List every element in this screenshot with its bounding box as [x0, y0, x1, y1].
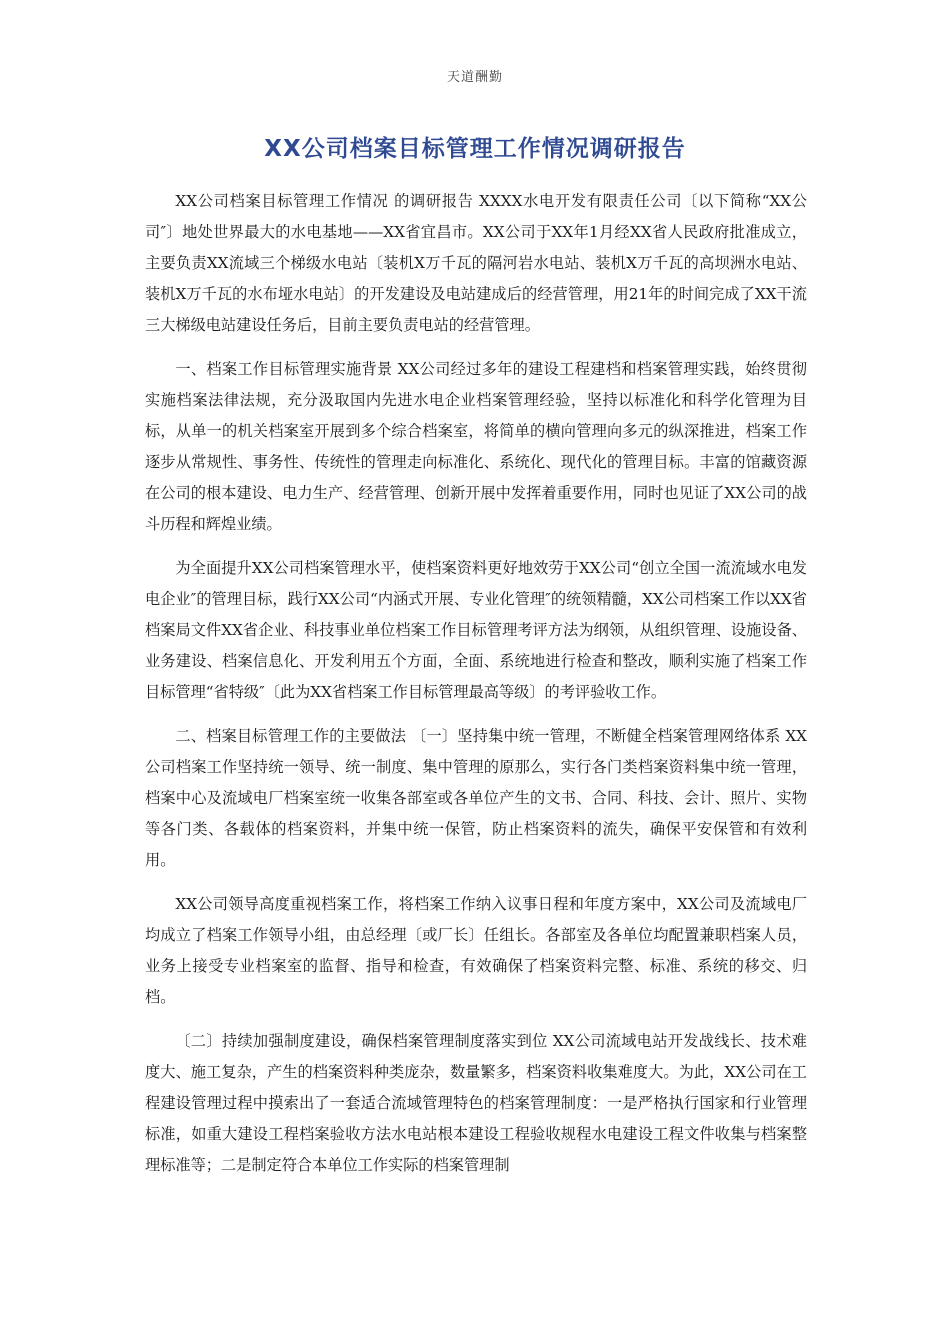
paragraph-background: 一、档案工作目标管理实施背景 XX公司经过多年的建设工程建档和档案管理实践，始终贯彻实施档案法律法规，充分汲取国内先进水电企业档案管理经验，坚持以标准化和科学化管理为目标，从单一的机关档案室开展到多个综合档案室，将简单的横向管理向多元的纵深推进，档案工作逐步从常规性、事务性、传统性的管理走向标准化、系统化、现代化的管理目标。丰富的馆藏资源在公司的根本建设、电力生产、经营管理、创新开展中发挥着重要作用，同时也见证了XX公司的战斗历程和辉煌业绩。	[145, 360, 807, 533]
paragraph-goal: 为全面提升XX公司档案管理水平，使档案资料更好地效劳于XX公司“创立全国一流流域水电发电企业″的管理目标，践行XX公司“内涵式开展、专业化管理″的统领精髓，XX公司档案工作以XX省档案局文件XX省企业、科技事业单位档案工作目标管理考评方法为纲领，从组织管理、设施设备、业务建设、档案信息化、开发利用五个方面，全面、系统地进行检查和整改，顺利实施了档案工作目标管理“省特级″〔此为XX省档案工作目标管理最高等级〕的考评验收工作。	[145, 559, 807, 701]
paragraph-leadership: XX公司领导高度重视档案工作，将档案工作纳入议事日程和年度方案中，XX公司及流域电厂均成立了档案工作领导小组，由总经理〔或厂长〕任组长。各部室及各单位均配置兼职档案人员，业务上接受专业档案室的监督、指导和检查，有效确保了档案资料完整、标准、系统的移交、归档。	[145, 895, 807, 1006]
paragraph-intro: XX公司档案目标管理工作情况 的调研报告 XXXX水电开发有限责任公司〔以下简称“XX公司″〕地处世界最大的水电基地——XX省宜昌市。XX公司于XX年1月经XX省人民政府批准成立，主要负责XX流域三个梯级水电站〔装机X万千瓦的隔河岩水电站、装机X万千瓦的高坝洲水电站、装机X万千瓦的水布垭水电站〕的开发建设及电站建成后的经营管理，用21年的时间完成了XX干流三大梯级电站建设任务后，目前主要负责电站的经营管理。	[145, 192, 807, 334]
document-title: XX公司档案目标管理工作情况调研报告	[264, 136, 686, 162]
page-header: 天道酬勤	[446, 70, 503, 85]
paragraph-regulations: 〔二〕持续加强制度建设，确保档案管理制度落实到位 XX公司流域电站开发战线长、技术难度大、施工复杂，产生的档案资料种类庞杂，数量繁多，档案资料收集难度大。为此，XX公司在工程建设管理过程中摸索出了一套适合流域管理特色的档案管理制度：一是严格执行国家和行业管理标准，如重大建设工程档案验收方法水电站根本建设工程验收规程水电建设工程文件收集与档案整理标准等；二是制定符合本单位工作实际的档案管理制	[145, 1032, 807, 1174]
document-body	[145, 186, 807, 1194]
paragraph-methods: 二、档案目标管理工作的主要做法 〔一〕坚持集中统一管理，不断健全档案管理网络体系 XX公司档案工作坚持统一领导、统一制度、集中管理的原那么，实行各门类档案资料集中统一管理，档案中心及流域电厂档案室统一收集各部室或各单位产生的文书、合同、科技、会计、照片、实物等各门类、各载体的档案资料，并集中统一保管，防止档案资料的流失，确保平安保管和有效利用。	[145, 727, 807, 869]
